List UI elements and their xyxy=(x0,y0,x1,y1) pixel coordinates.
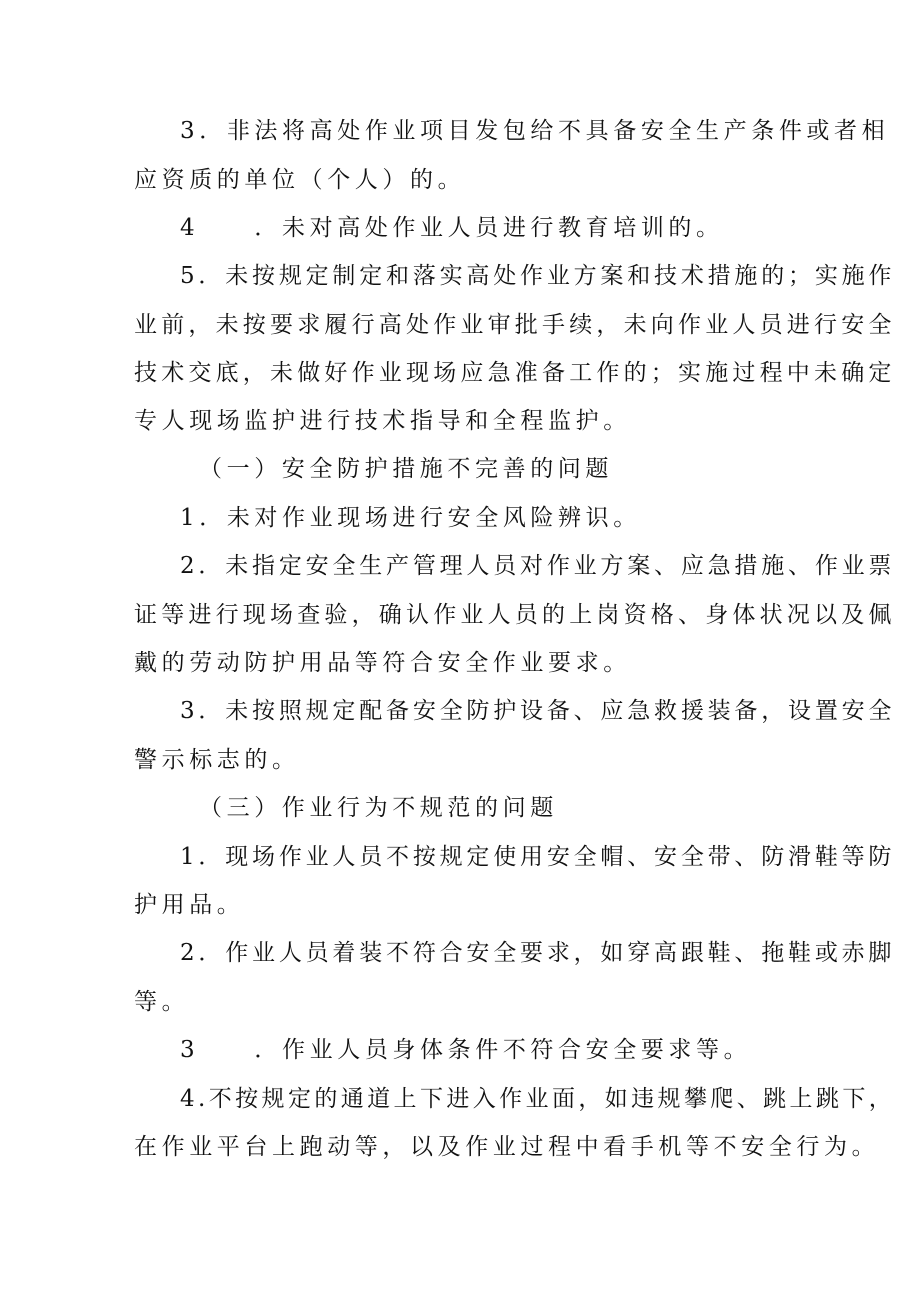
paragraph-line: 戴的劳动防护用品等符合安全作业要求。 xyxy=(134,650,631,676)
section-heading: （三）作业行为不规范的问题 xyxy=(199,795,558,821)
section-heading: （一）安全防护措施不完善的问题 xyxy=(199,456,613,482)
paragraph-line: 业前，未按要求履行高处作业审批手续，未向作业人员进行安全 xyxy=(134,312,896,338)
paragraph-line: 2．未指定安全生产管理人员对作业方案、应急措施、作业票 xyxy=(180,553,896,579)
paragraph-line: 技术交底，未做好作业现场应急准备工作的；实施过程中未确定 xyxy=(134,360,896,386)
paragraph-line: 1．未对作业现场进行安全风险辨识。 xyxy=(180,505,641,531)
paragraph-line: 5．未按规定制定和落实高处作业方案和技术措施的；实施作 xyxy=(180,263,896,289)
paragraph-line: 专人现场监护进行技术指导和全程监护。 xyxy=(134,408,631,434)
paragraph-line: 3．未按照规定配备安全防护设备、应急救援装备，设置安全 xyxy=(180,698,896,724)
paragraph-line: 4 ．未对高处作业人员进行教育培训的。 xyxy=(180,215,724,241)
paragraph-line: 3 ．作业人员身体条件不符合安全要求等。 xyxy=(180,1037,752,1063)
paragraph-line: 应资质的单位（个人）的。 xyxy=(134,167,466,193)
paragraph-line: 证等进行现场查验，确认作业人员的上岗资格、身体状况以及佩 xyxy=(134,602,896,628)
paragraph-line: 2．作业人员着装不符合安全要求，如穿高跟鞋、拖鞋或赤脚 xyxy=(180,940,896,966)
paragraph-line: 在作业平台上跑动等，以及作业过程中看手机等不安全行为。 xyxy=(134,1134,880,1160)
paragraph-line: 等。 xyxy=(134,989,190,1015)
paragraph-line: 4.不按规定的通道上下进入作业面，如违规攀爬、跳上跳下， xyxy=(180,1086,896,1112)
paragraph-line: 1．现场作业人员不按规定使用安全帽、安全带、防滑鞋等防 xyxy=(180,844,896,870)
paragraph-line: 护用品。 xyxy=(134,892,245,918)
paragraph-line: 3．非法将高处作业项目发包给不具备安全生产条件或者相 xyxy=(180,118,890,144)
paragraph-line: 警示标志的。 xyxy=(134,747,300,773)
